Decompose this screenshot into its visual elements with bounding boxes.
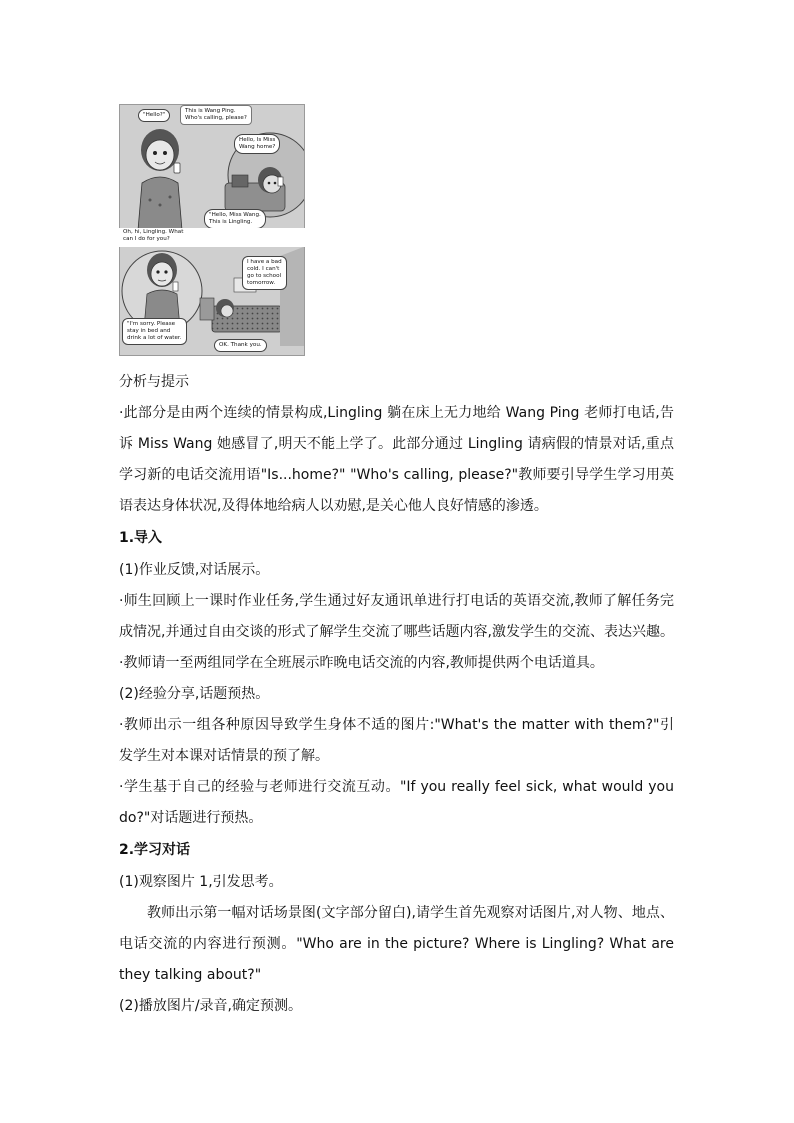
comic-panel-1 xyxy=(119,104,305,229)
paragraph-line: ·此部分是由两个连续的情景构成,Lingling 躺在床上无力地给 Wang Ping 老师打电话,告 xyxy=(119,405,674,421)
paragraph-line: 发学生对本课对话情景的预了解。 xyxy=(119,748,329,764)
subheading: (2)经验分享,话题预热。 xyxy=(119,686,270,702)
bubble-hello: "Hello?" xyxy=(138,109,170,122)
paragraph-line: 语表达身体状况,及得体地给病人以劝慰,是关心他人良好情感的渗透。 xyxy=(119,498,548,514)
paragraph-line: ·教师请一至两组同学在全班展示昨晚电话交流的内容,教师提供两个电话道具。 xyxy=(119,655,604,671)
paragraph-line: ·教师出示一组各种原因导致学生身体不适的图片:"What's the matter with them?"引 xyxy=(119,717,674,733)
bubble-ok-thank-you: OK. Thank you. xyxy=(214,339,267,352)
paragraph-line: 教师出示第一幅对话场景图(文字部分留白),请学生首先观察对话图片,对人物、地点、 xyxy=(147,905,674,921)
paragraph-line: 电话交流的内容进行预测。"Who are in the picture? Where is Lingling? What are xyxy=(119,936,674,952)
paragraph-line: 诉 Miss Wang 她感冒了,明天不能上学了。此部分通过 Lingling 请病假的情景对话,重点 xyxy=(119,436,674,452)
paragraph-line: ·师生回顾上一课时作业任务,学生通过好友通讯单进行打电话的英语交流,教师了解任务完 xyxy=(119,593,674,609)
comic-panel-2 xyxy=(119,235,305,356)
paragraph-line: 学习新的电话交流用语"Is...home?" "Who's calling, please?"教师要引导学生学习用英 xyxy=(119,467,674,483)
bubble-oh-hi-lingling: Oh, hi, Lingling. What can I do for you? xyxy=(119,228,305,247)
bubble-is-miss-wang-home: Hello, Is Miss Wang home? xyxy=(234,134,280,154)
bubble-lingling-greeting: "Hello, Miss Wang. This is Lingling. xyxy=(204,209,266,229)
subheading: (1)观察图片 1,引发思考。 xyxy=(119,874,283,890)
paragraph-line: they talking about?" xyxy=(119,967,262,983)
subheading: (2)播放图片/录音,确定预测。 xyxy=(119,998,302,1014)
bubble-bad-cold: I have a bad cold. I can't go to school tomorrow. xyxy=(242,256,287,290)
section-heading-intro: 1.导入 xyxy=(119,530,163,546)
bubble-wang-ping: This is Wang Ping. Who's calling, please? xyxy=(180,105,252,125)
paragraph-line: ·学生基于自己的经验与老师进行交流互动。"If you really feel sick, what would you xyxy=(119,779,674,795)
section-heading-dialogue: 2.学习对话 xyxy=(119,842,191,858)
paragraph-line: 成情况,并通过自由交谈的形式了解学生交流了哪些话题内容,激发学生的交流、表达兴趣。 xyxy=(119,624,674,640)
comic-illustration xyxy=(119,104,305,356)
bubble-im-sorry: "I'm sorry. Please stay in bed and drink a lot of water. xyxy=(122,318,187,345)
heading-analysis: 分析与提示 xyxy=(119,374,189,390)
subheading: (1)作业反馈,对话展示。 xyxy=(119,562,270,578)
paragraph-line: do?"对话题进行预热。 xyxy=(119,810,263,826)
